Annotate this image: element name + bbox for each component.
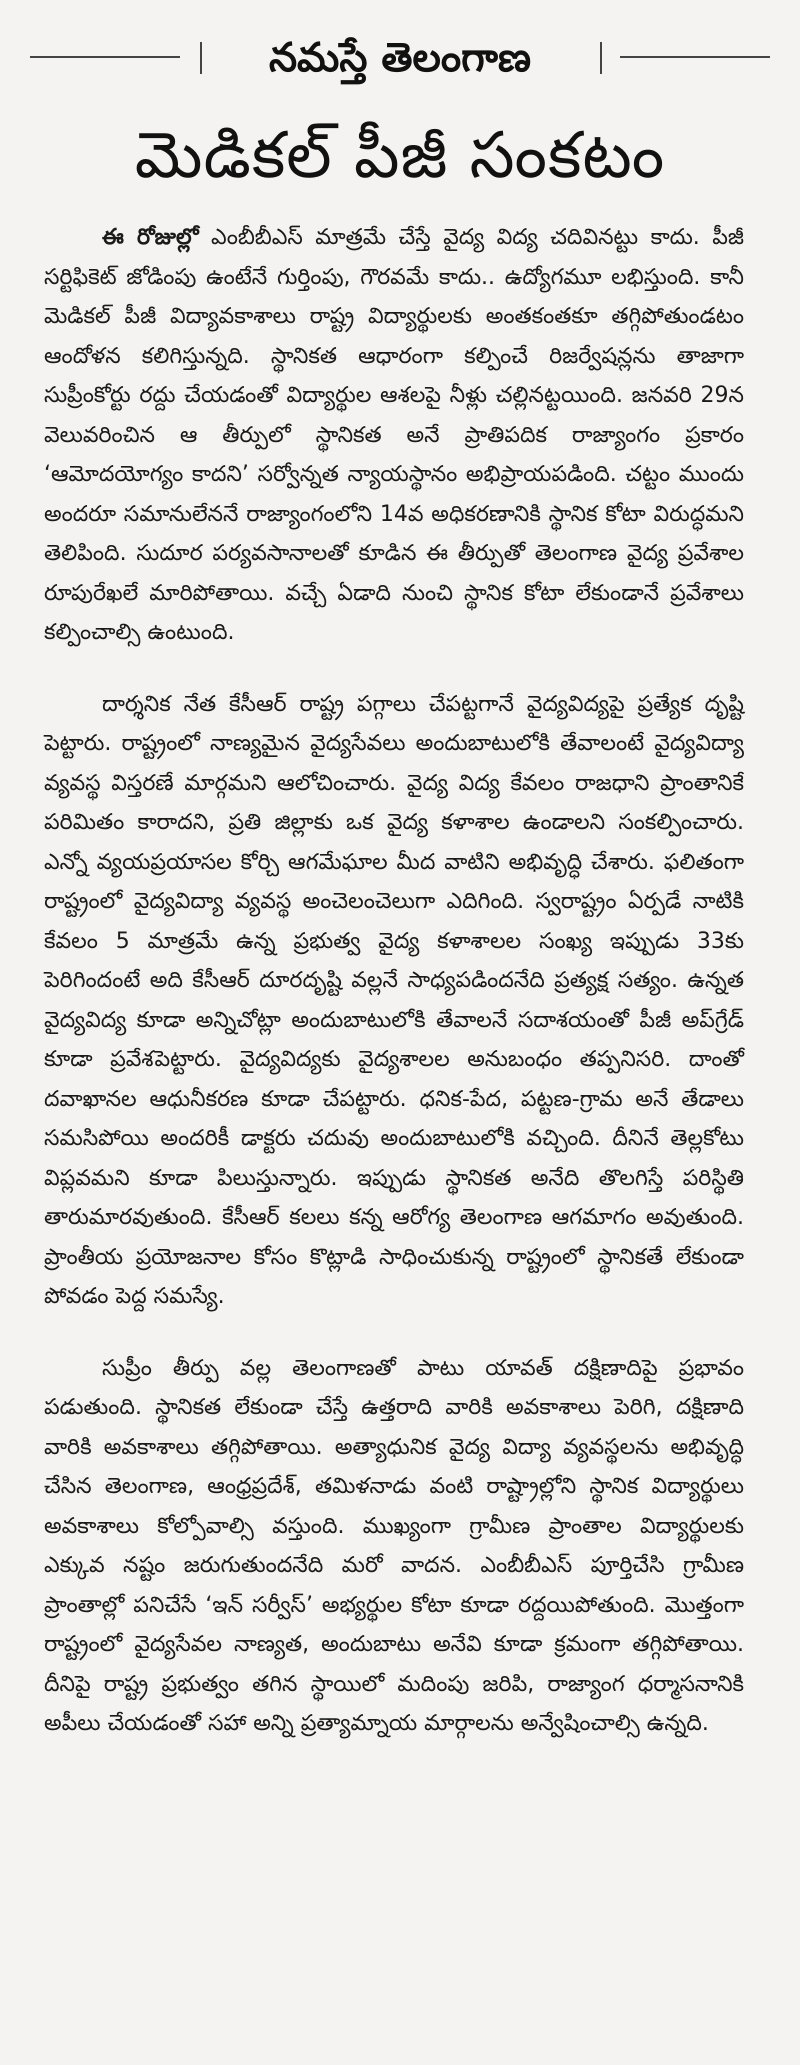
masthead-divider-left — [200, 42, 202, 74]
lead-in: ఈ రోజుల్లో — [102, 225, 199, 250]
headline: మెడికల్ పీజీ సంకటం — [134, 119, 666, 193]
article-body — [44, 218, 744, 1744]
paragraph-1 — [44, 218, 744, 653]
masthead-rule-right — [620, 56, 770, 58]
paragraph-3: సుప్రీం తీర్పు వల్ల తెలంగాణతో పాటు యావత్ దక్షిణాదిపై ప్రభావం పడుతుంది. స్థానికత లేకుండా చేస్తే ఉత్తరాది వారికి అవకాశాలు పెరిగి, దక్షిణాది వారికి అవకాశాలు తగ్గిపోతాయి. అత్యాధునిక వైద్య విద్యా వ్యవస్థలను అభివృద్ధి చేసిన తెలంగాణ, ఆంధ్రప్రదేశ్, తమిళనాడు వంటి రాష్ట్రాల్లోని స్థానిక విద్యార్థులు అవకాశాలు కోల్పోవాల్సి వస్తుంది. ముఖ్యంగా గ్రామీణ ప్రాంతాల విద్యార్థులకు ఎక్కువ నష్టం జరుగుతుందనేది మరో వాదన. ఎంబీబీఎస్ పూర్తిచేసి గ్రామీణ ప్రాంతాల్లో పనిచేసే ‘ఇన్ సర్వీస్’ అభ్యర్థుల కోటా కూడా రద్దయిపోతుంది. మొత్తంగా రాష్ట్రంలో వైద్యసేవల నాణ్యత, అందుబాటు అనేవి కూడా క్రమంగా తగ్గిపోతాయి. దీనిపై రాష్ట్ర ప్రభుత్వం తగిన స్థాయిలో మదింపు జరిపి, రాజ్యాంగ ధర్మాసనానికి అపీలు చేయడంతో సహా అన్ని ప్రత్యామ్నాయ మార్గాలను అన్వేషించాల్సి ఉన్నది. — [44, 1355, 744, 1736]
masthead-rule-left — [30, 56, 180, 58]
paragraph-2: దార్శనిక నేత కేసీఆర్ రాష్ట్ర పగ్గాలు చేపట్టగానే వైద్యవిద్యపై ప్రత్యేక దృష్టి పెట్టారు. రాష్ట్రంలో నాణ్యమైన వైద్యసేవలు అందుబాటులోకి తేవాలంటే వైద్యవిద్యా వ్యవస్థ విస్తరణే మార్గమని ఆలోచించారు. వైద్య విద్య కేవలం రాజధాని ప్రాంతానికే పరిమితం కారాదని, ప్రతి జిల్లాకు ఒక వైద్య కళాశాల ఉండాలని సంకల్పించారు. ఎన్నో వ్యయప్రయాసల కోర్చి ఆగమేఘాల మీద వాటిని అభివృద్ధి చేశారు. ఫలితంగా రాష్ట్రంలో వైద్యవిద్యా వ్యవస్థ అంచెలంచెలుగా ఎదిగింది. స్వరాష్ట్రం ఏర్పడే నాటికి కేవలం 5 మాత్రమే ఉన్న ప్రభుత్వ వైద్య కళాశాలల సంఖ్య ఇప్పుడు 33కు పెరిగిందంటే అది కేసీఆర్ దూరదృష్టి వల్లనే సాధ్యపడిందనేది ప్రత్యక్ష సత్యం. ఉన్నత వైద్యవిద్య కూడా అన్నిచోట్లా అందుబాటులోకి తేవాలనే సదాశయంతో పీజీ అప్‌గ్రేడ్ కూడా ప్రవేశపెట్టారు. వైద్యవిద్యకు వైద్యశాలల అనుబంధం తప్పనిసరి. దాంతో దవాఖానల ఆధునీకరణ కూడా చేపట్టారు. ధనిక-పేద, పట్టణ-గ్రామ అనే తేడాలు సమసిపోయి అందరికీ డాక్టరు చదువు అందుబాటులోకి వచ్చింది. దీనినే తెల్లకోటు విప్లవమని కూడా పిలుస్తున్నారు. ఇప్పుడు స్థానికత అనేది తొలగిస్తే పరిస్థితి తారుమారవుతుంది. కేసీఆర్ కలలు కన్న ఆరోగ్య తెలంగాణ ఆగమాగం అవుతుంది. ప్రాంతీయ ప్రయోజనాల కోసం కొట్లాడి సాధించుకున్న రాష్ట్రంలో స్థానికతే లేకుండా పోవడం పెద్ద సమస్యే. — [44, 691, 744, 1309]
masthead-divider-right — [600, 42, 602, 74]
publication-name: నమస్తే తెలంగాణ — [268, 35, 532, 81]
masthead — [0, 28, 800, 88]
paragraph-1-text: ఎంబీబీఎస్ మాత్రమే చేస్తే వైద్య విద్య చదివినట్టు కాదు. పీజీ సర్టిఫికెట్ జోడింపు ఉంటేనే గుర్తింపు, గౌరవమే కాదు.. ఉద్యోగమూ లభిస్తుంది. కానీ మెడికల్ పీజీ విద్యావకాశాలు రాష్ట్ర విద్యార్థులకు అంతకంతకూ తగ్గిపోతుండటం ఆందోళన కలిగిస్తున్నది. స్థానికత ఆధారంగా కల్పించే రిజర్వేషన్లను తాజాగా సుప్రీంకోర్టు రద్దు చేయడంతో విద్యార్థుల ఆశలపై నీళ్లు చల్లినట్టయింది. జనవరి 29న వెలువరించిన ఆ తీర్పులో స్థానికత అనే ప్రాతిపదిక రాజ్యాంగం ప్రకారం ‘ఆమోదయోగ్యం కాదని’ సర్వోన్నత న్యాయస్థానం అభిప్రాయపడింది. చట్టం ముందు అందరూ సమానులేననే రాజ్యాంగంలోని 14వ అధికరణానికి స్థానిక కోటా విరుద్ధమని తెలిపింది. సుదూర పర్యవసానాలతో కూడిన ఈ తీర్పుతో తెలంగాణ వైద్య ప్రవేశాల రూపురేఖలే మారిపోతాయి. వచ్చే ఏడాది నుంచి స్థానిక కోటా లేకుండానే ప్రవేశాలు కల్పించాల్సి ఉంటుంది. — [44, 225, 744, 645]
